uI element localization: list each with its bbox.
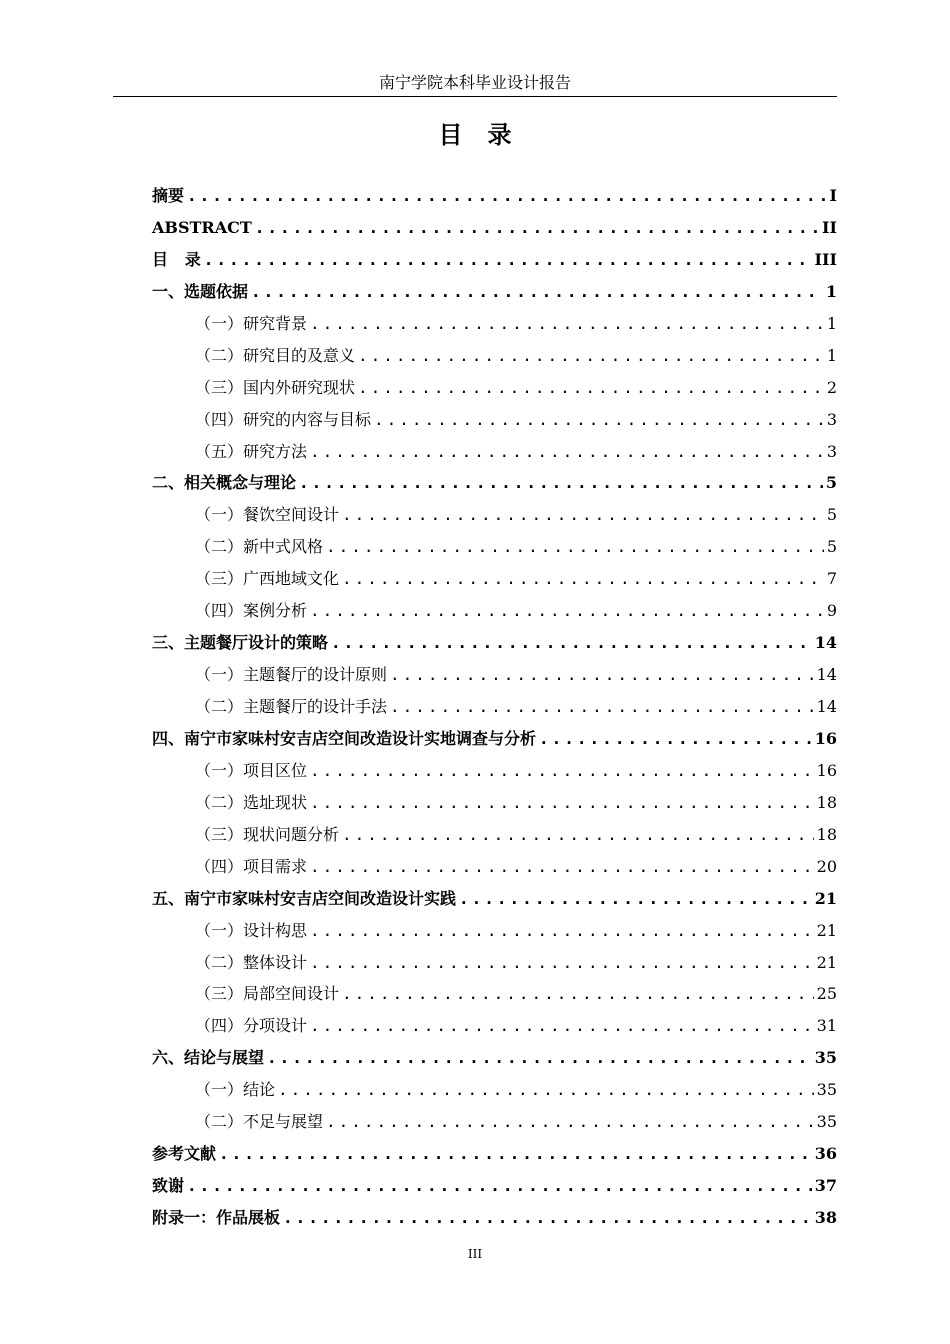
toc-entry[interactable] xyxy=(152,851,837,883)
dot-leader xyxy=(310,755,814,787)
dot-leader xyxy=(310,915,814,947)
toc-entry-label: （三）局部空间设计 xyxy=(195,984,340,1004)
toc-entry-page: 5 xyxy=(826,537,837,557)
toc-entry-page: 1 xyxy=(826,345,837,365)
toc-entry[interactable] xyxy=(152,691,837,723)
toc-entry-label: （二）选址现状 xyxy=(195,792,308,812)
dot-leader xyxy=(283,1202,812,1234)
toc-entry-label: 二、相关概念与理论 xyxy=(152,473,297,493)
page-number: III xyxy=(467,1247,483,1261)
toc-entry-label: 致谢 xyxy=(152,1176,185,1196)
toc-entry[interactable] xyxy=(152,180,837,212)
toc-entry-label: （二）新中式风格 xyxy=(195,537,324,557)
toc-entry-page: II xyxy=(822,217,837,237)
toc-entry-page: 37 xyxy=(814,1176,837,1196)
toc-entry[interactable] xyxy=(152,595,837,627)
toc-entry[interactable] xyxy=(152,659,837,691)
toc-entry[interactable] xyxy=(152,436,837,468)
toc-entry-label: 四、南宁市家味村安吉店空间改造设计实地调查与分析 xyxy=(152,728,537,748)
toc-entry[interactable] xyxy=(152,1138,837,1170)
dot-leader xyxy=(390,691,814,723)
toc-entry-page: I xyxy=(829,186,837,205)
dot-leader xyxy=(342,978,814,1010)
toc-entry[interactable] xyxy=(152,404,837,436)
toc-entry-page: 36 xyxy=(814,1144,837,1164)
toc-entry[interactable] xyxy=(152,787,837,819)
toc-entry-page: 16 xyxy=(816,760,837,780)
toc-entry-page: 14 xyxy=(816,665,837,685)
toc-entry[interactable] xyxy=(152,467,837,499)
dot-leader xyxy=(310,1010,814,1042)
dot-leader xyxy=(310,436,824,468)
toc-entry-page: 31 xyxy=(816,1016,837,1036)
toc-entry[interactable] xyxy=(152,723,837,755)
toc-entry-label: （四）研究的内容与目标 xyxy=(195,409,372,429)
dot-leader xyxy=(342,563,824,595)
toc-entry-page: III xyxy=(814,249,837,269)
toc-entry-label: 目 录 xyxy=(152,249,201,269)
dot-leader xyxy=(358,340,824,372)
toc-entry-label: （三）广西地域文化 xyxy=(195,569,340,589)
dot-leader xyxy=(255,212,819,244)
dot-leader xyxy=(459,883,812,915)
toc-entry[interactable] xyxy=(152,819,837,851)
toc-entry[interactable] xyxy=(152,308,837,340)
toc-entry-label: （四）分项设计 xyxy=(195,1016,308,1036)
dot-leader xyxy=(326,531,824,563)
toc-entry-page: 21 xyxy=(816,952,837,972)
dot-leader xyxy=(539,723,812,755)
toc-entry-page: 3 xyxy=(826,409,837,429)
toc-entry-page: 18 xyxy=(816,792,837,812)
toc-entry-page: 14 xyxy=(816,697,837,716)
dot-leader xyxy=(204,244,812,276)
dot-leader xyxy=(326,1106,814,1138)
dot-leader xyxy=(299,467,823,499)
toc-entry[interactable] xyxy=(152,947,837,979)
toc-entry[interactable] xyxy=(152,978,837,1010)
toc-entry-page: 25 xyxy=(816,984,837,1004)
toc-entry-label: （三）国内外研究现状 xyxy=(195,377,356,397)
toc-entry-label: 附录一：作品展板 xyxy=(152,1208,281,1227)
dot-leader xyxy=(310,787,814,819)
toc-entry-label: （四）案例分析 xyxy=(195,601,308,621)
toc-entry-page: 20 xyxy=(816,856,837,876)
toc-entry-page: 3 xyxy=(826,441,837,461)
toc-entry-label: （二）整体设计 xyxy=(195,952,308,972)
dot-leader xyxy=(278,1074,814,1106)
dot-leader xyxy=(390,659,814,691)
toc-entry-page: 7 xyxy=(826,569,837,589)
toc-entry-page: 35 xyxy=(814,1048,837,1068)
toc-entry-label: （一）餐饮空间设计 xyxy=(195,505,340,525)
toc-entry-page: 18 xyxy=(816,824,837,844)
dot-leader xyxy=(310,595,824,627)
toc-entry-page: 35 xyxy=(816,1080,837,1100)
toc-entry-page: 21 xyxy=(816,920,837,940)
toc-entry-label: 摘要 xyxy=(152,186,185,205)
toc-entry[interactable] xyxy=(152,1074,837,1106)
dot-leader xyxy=(310,308,824,340)
dot-leader xyxy=(342,499,824,531)
dot-leader xyxy=(267,1042,812,1074)
toc-entry-page: 21 xyxy=(814,888,837,908)
toc-entry-page: 16 xyxy=(814,728,837,748)
toc-entry[interactable] xyxy=(152,340,837,372)
toc-entry-label: ABSTRACT xyxy=(152,217,252,237)
toc-entry-label: 一、选题依据 xyxy=(152,281,249,301)
toc-entry-label: （一）项目区位 xyxy=(195,760,308,780)
toc-entry-page: 9 xyxy=(826,601,837,621)
toc-entry[interactable] xyxy=(152,627,837,659)
toc-entry[interactable] xyxy=(152,1202,837,1234)
header-rule xyxy=(113,96,837,97)
toc-entry-label: 六、结论与展望 xyxy=(152,1048,265,1068)
dot-leader xyxy=(187,180,827,212)
toc-entry-label: （一）主题餐厅的设计原则 xyxy=(195,665,388,685)
dot-leader xyxy=(187,1170,812,1202)
dot-leader xyxy=(358,372,824,404)
toc-entry-label: （五）研究方法 xyxy=(195,441,308,461)
toc-entry[interactable] xyxy=(152,755,837,787)
toc-entry-label: （三）现状问题分析 xyxy=(195,824,340,844)
toc-entry-label: 三、主题餐厅设计的策略 xyxy=(152,633,329,653)
toc-entry-page: 35 xyxy=(816,1112,837,1132)
toc-entry-page: 2 xyxy=(826,377,837,397)
toc-entry[interactable] xyxy=(152,372,837,404)
toc-entry-label: （二）主题餐厅的设计手法 xyxy=(195,697,388,716)
toc-entry[interactable] xyxy=(152,499,837,531)
toc-entry[interactable] xyxy=(152,1010,837,1042)
toc-entry[interactable] xyxy=(152,212,837,244)
toc-entry-page: 5 xyxy=(825,473,837,493)
toc-entry-label: 五、南宁市家味村安吉店空间改造设计实践 xyxy=(152,888,457,908)
dot-leader xyxy=(331,627,812,659)
dot-leader xyxy=(310,947,814,979)
dot-leader xyxy=(310,851,814,883)
toc-entry[interactable] xyxy=(152,244,837,276)
toc-entry[interactable] xyxy=(152,531,837,563)
toc-entry[interactable] xyxy=(152,563,837,595)
toc-entry-page: 1 xyxy=(826,313,837,333)
dot-leader xyxy=(251,276,823,308)
dot-leader xyxy=(219,1138,812,1170)
toc-entry-page: 5 xyxy=(826,505,837,525)
toc-entry[interactable] xyxy=(152,276,837,308)
toc-entry-label: （四）项目需求 xyxy=(195,856,308,876)
toc-entry-label: （二）研究目的及意义 xyxy=(195,345,356,365)
table-of-contents xyxy=(152,180,837,1234)
toc-entry-page: 38 xyxy=(814,1208,837,1227)
page-header: 南宁学院本科毕业设计报告 xyxy=(378,73,571,92)
toc-entry[interactable] xyxy=(152,883,837,915)
toc-entry[interactable] xyxy=(152,1042,837,1074)
toc-entry-label: （一）设计构思 xyxy=(195,920,308,940)
toc-entry-page: 14 xyxy=(814,633,837,653)
toc-entry-label: （二）不足与展望 xyxy=(195,1112,324,1132)
toc-entry[interactable] xyxy=(152,915,837,947)
toc-entry-label: （一）研究背景 xyxy=(195,313,308,333)
toc-entry[interactable] xyxy=(152,1170,837,1202)
toc-entry[interactable] xyxy=(152,1106,837,1138)
dot-leader xyxy=(374,404,824,436)
toc-title: 目 录 xyxy=(438,120,512,149)
toc-entry-label: 参考文献 xyxy=(152,1144,217,1164)
toc-entry-label: （一）结论 xyxy=(195,1080,276,1100)
toc-entry-page: 1 xyxy=(825,281,837,301)
dot-leader xyxy=(342,819,814,851)
